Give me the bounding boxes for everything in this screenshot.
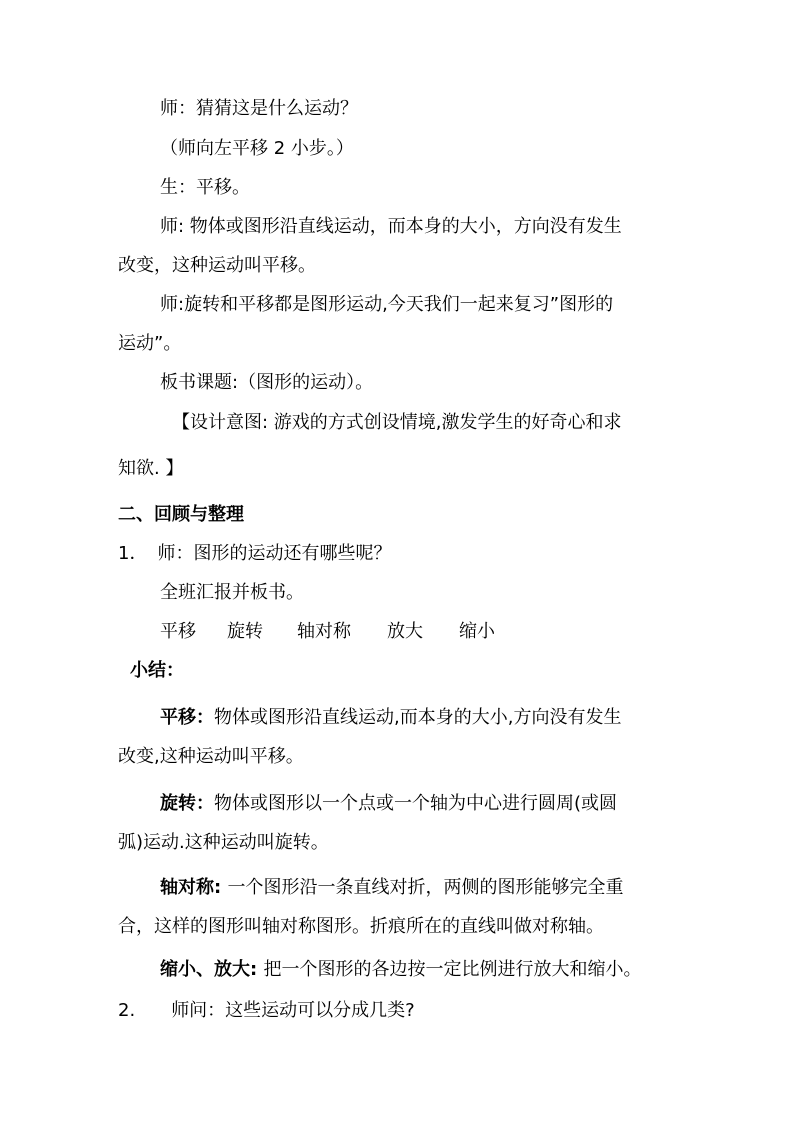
def-text: 物体或图形沿直线运动,而本身的大小,方向没有发生 [214, 707, 622, 728]
section-heading: 二、回顾与整理 [118, 504, 244, 525]
dialogue-line-3: 生：平移。 [160, 177, 250, 198]
motion-item: 旋转 [227, 621, 263, 642]
dialogue-line-5: 改变，这种运动叫平移。 [118, 255, 316, 276]
def-rotate-line-2: 弧)运动.这种运动叫旋转。 [118, 832, 329, 853]
motions-list [160, 620, 495, 644]
design-intent-line-2: 知欲. 】 [118, 458, 184, 479]
motion-item: 轴对称 [297, 621, 351, 642]
def-text: 物体或图形以一个点或一个轴为中心进行圆周(或圆 [214, 793, 618, 814]
report-line: 全班汇报并板书。 [160, 582, 304, 603]
question-2-text: 师问：这些运动可以分成几类? [171, 1000, 415, 1021]
def-term-translate: 平移： [160, 707, 214, 728]
def-scale-line-1 [160, 958, 641, 982]
design-intent-line-1: 【设计意图: 游戏的方式创设情境,激发学生的好奇心和求 [172, 412, 622, 433]
def-text: 一个图形沿一条直线对折，两侧的图形能够完全重 [227, 877, 624, 898]
dialogue-line-4: 师: 物体或图形沿直线运动，而本身的大小，方向没有发生 [160, 216, 622, 237]
def-text: 把一个图形的各边按一定比例进行放大和缩小。 [263, 959, 642, 980]
question-1 [118, 542, 391, 566]
question-1-text: 师：图形的运动还有哪些呢？ [157, 543, 392, 564]
question-2-number: 2. [118, 1000, 136, 1021]
def-rotate-line-1 [160, 792, 617, 816]
def-axis-line-2: 合，这样的图形叫轴对称图形。折痕所在的直线叫做对称轴。 [118, 916, 604, 937]
dialogue-line-2: （师向左平移 2 小步。） [160, 138, 354, 159]
question-1-number: 1． [118, 543, 148, 564]
def-term-axis: 轴对称: [160, 877, 228, 898]
summary-label: 小结： [130, 660, 184, 681]
def-term-rotate: 旋转： [160, 793, 214, 814]
def-translate-line-2: 改变,这种运动叫平移。 [118, 746, 304, 767]
dialogue-line-6: 师:旋转和平移都是图形运动,今天我们一起来复习”图形的 [160, 294, 614, 315]
question-2 [118, 999, 415, 1023]
motion-item: 缩小 [459, 621, 495, 642]
dialogue-line-7: 运动”。 [118, 333, 182, 354]
dialogue-line-1: 师：猜猜这是什么运动？ [160, 98, 358, 119]
motion-item: 放大 [387, 621, 423, 642]
motion-item: 平移 [160, 621, 196, 642]
def-term-scale: 缩小、放大: [160, 959, 264, 980]
def-translate-line-1 [160, 706, 621, 730]
def-axis-line-1 [160, 876, 623, 900]
dialogue-line-8: 板书课题:（图形的运动）。 [160, 372, 374, 393]
